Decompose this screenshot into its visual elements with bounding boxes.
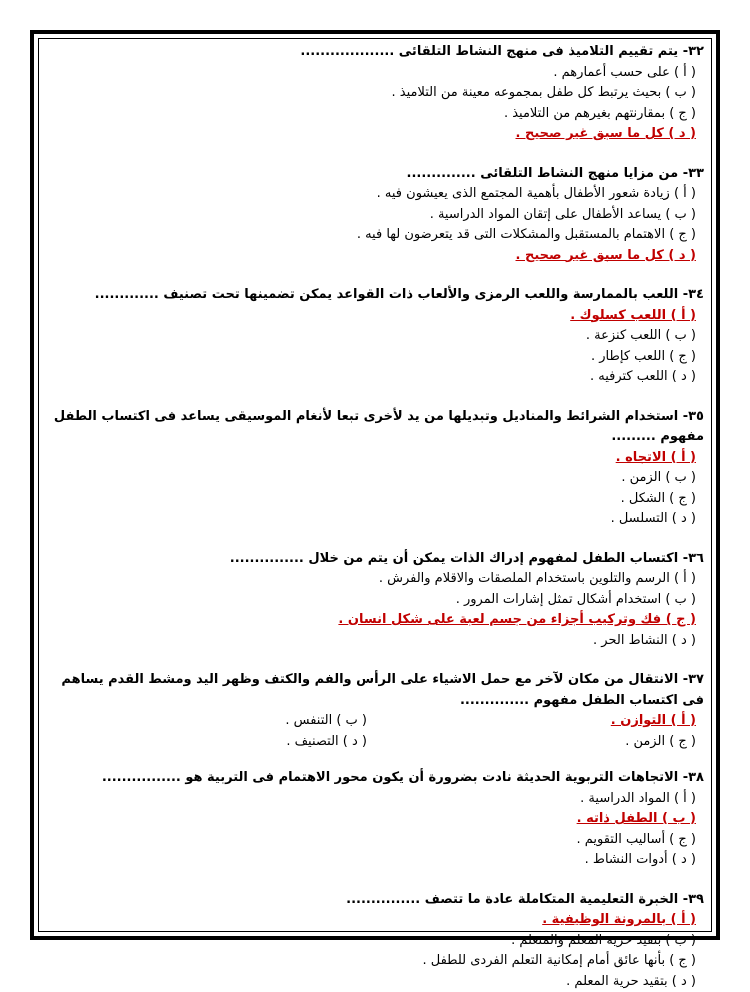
question-39 [46,890,704,992]
option-d: ( د ) التصنيف . [46,732,375,753]
question-stem: ٣٨- الاتجاهات التربوية الحديثة نادت بضرورة أن يكون محور الاهتمام فى التربية هو ................ [46,768,704,789]
question-32 [46,42,704,145]
question-sheet [46,42,704,928]
question-35 [46,407,704,530]
question-36 [46,549,704,652]
option-d: ( د ) اللعب كترفيه . [46,367,704,388]
question-38 [46,768,704,871]
option-d: ( د ) بتقيد حرية المعلم . [46,972,704,992]
option-d-correct: ( د ) كل ما سبق غير صحيح . [46,246,704,267]
options-grid-row-2 [46,732,704,753]
option-c: ( ج ) الشكل . [46,489,704,510]
option-a-correct: ( أ ) بالمرونة الوظيفية . [46,910,704,931]
option-b: ( ب ) يساعد الأطفال على إتقان المواد الدراسية . [46,205,704,226]
option-d: ( د ) التسلسل . [46,509,704,530]
question-stem: ٣٤- اللعب بالممارسة واللعب الرمزى والألعاب ذات القواعد يمكن تضمينها تحت تصنيف ............. [46,285,704,306]
question-stem: ٣٣- من مزايا منهج النشاط التلقائى .............. [46,164,704,185]
option-a-correct: ( أ ) الاتجاه . [46,448,704,469]
option-d: ( د ) أدوات النشاط . [46,850,704,871]
option-c: ( ج ) بمقارنتهم بغيرهم من التلاميذ . [46,104,704,125]
question-stem: ٣٧- الانتقال من مكان لآخر مع حمل الاشياء على الرأس والفم والكتف وظهر اليد ومشط القدم يساهم فى اكتساب الطفل مفهوم .............. [46,670,704,711]
option-d: ( د ) النشاط الحر . [46,631,704,652]
option-b: ( ب ) بتقيد حرية المعلم والمتعلم . [46,931,704,952]
option-b: ( ب ) التنفس . [46,711,375,732]
question-33 [46,164,704,267]
option-c: ( ج ) أساليب التقويم . [46,830,704,851]
option-b: ( ب ) اللعب كنزعة . [46,326,704,347]
option-a-correct: ( أ ) التوازن . [375,711,704,732]
option-b: ( ب ) استخدام أشكال تمثل إشارات المرور . [46,590,704,611]
option-c-correct: ( ج ) فك وتركيب أجزاء من جسم لعبة على شكل انسان . [46,610,704,631]
option-a: ( أ ) الرسم والتلوين باستخدام الملصقات والاقلام والفرش . [46,569,704,590]
options-grid-row-1 [46,711,704,732]
option-c: ( ج ) بأنها عائق أمام إمكانية التعلم الفردى للطفل . [46,951,704,972]
option-b: ( ب ) بحيث يرتبط كل طفل بمجموعه معينة من التلاميذ . [46,83,704,104]
question-stem: ٣٦- اكتساب الطفل لمفهوم إدراك الذات يمكن أن يتم من خلال ............... [46,549,704,570]
option-b: ( ب ) الزمن . [46,468,704,489]
option-c: ( ج ) الزمن . [375,732,704,753]
option-c: ( ج ) الاهتمام بالمستقبل والمشكلات التى قد يتعرضون لها فيه . [46,225,704,246]
option-c: ( ج ) اللعب كإطار . [46,347,704,368]
option-a: ( أ ) المواد الدراسية . [46,789,704,810]
question-37 [46,670,704,752]
question-stem: ٣٢- يتم تقييم التلاميذ فى منهج النشاط التلقائى ................... [46,42,704,63]
option-b-correct: ( ب ) الطفل ذاته . [46,809,704,830]
question-stem: ٣٥- استخدام الشرائط والمناديل وتبديلها من يد لأخرى تبعا لأنغام الموسيقى يساعد فى اكتساب الطفل مفهوم ......... [46,407,704,448]
option-a: ( أ ) زيادة شعور الأطفال بأهمية المجتمع الذى يعيشون فيه . [46,184,704,205]
option-d-correct: ( د ) كل ما سبق غير صحيح . [46,124,704,145]
question-stem: ٣٩- الخبرة التعليمية المتكاملة عادة ما تتصف ............... [46,890,704,911]
option-a: ( أ ) على حسب أعمارهم . [46,63,704,84]
option-a-correct: ( أ ) اللعب كسلوك . [46,306,704,327]
question-34 [46,285,704,388]
